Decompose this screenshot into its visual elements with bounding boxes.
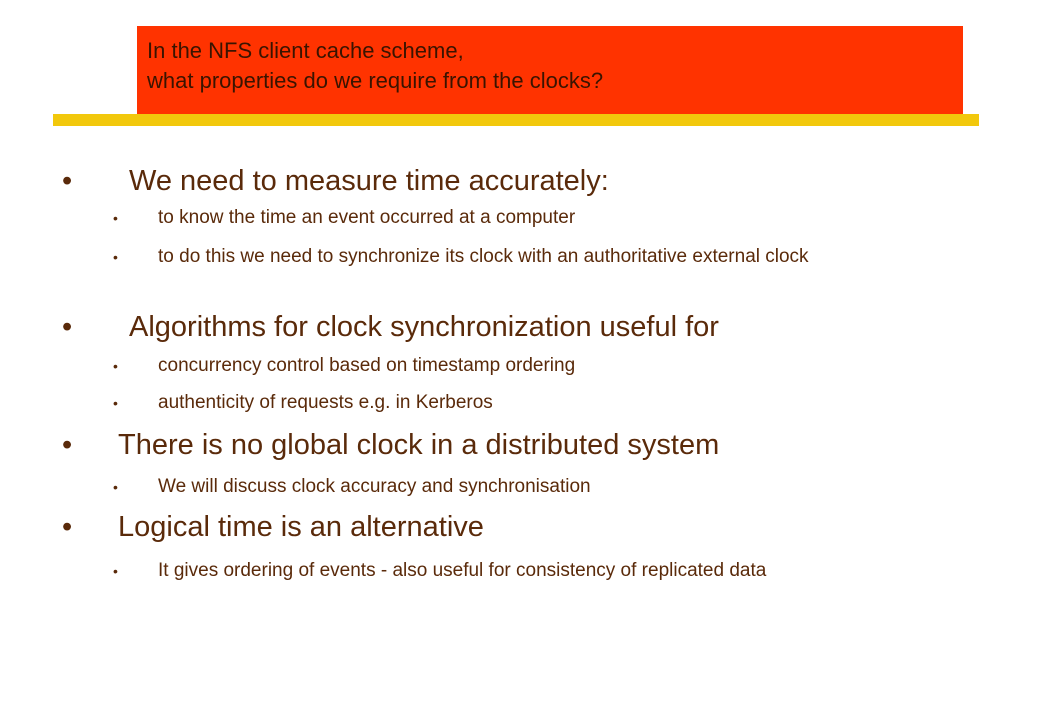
sub-bullet-text: We will discuss clock accuracy and synchronisation <box>158 476 591 497</box>
sub-bullet-dot: • <box>113 479 118 495</box>
sub-bullet-text: to know the time an event occurred at a computer <box>158 207 576 228</box>
bullet-text: Algorithms for clock synchronization useful for <box>129 311 719 343</box>
bullet-dot: • <box>62 165 73 197</box>
bullet-text: Logical time is an alternative <box>118 511 484 543</box>
bullet-text: There is no global clock in a distributed system <box>118 429 720 461</box>
sub-bullet-dot: • <box>113 563 118 579</box>
bullet-dot: • <box>62 511 73 543</box>
sub-bullet-text: concurrency control based on timestamp ordering <box>158 355 576 376</box>
bullet-dot: • <box>62 311 73 343</box>
sub-bullet-dot: • <box>113 358 118 374</box>
sub-bullet-text: authenticity of requests e.g. in Kerberos <box>158 392 493 413</box>
bullet-dot: • <box>62 429 73 461</box>
sub-bullet-text: It gives ordering of events - also useful for consistency of replicated data <box>158 560 767 581</box>
slide-title-line-2: what properties do we require from the clocks? <box>147 68 604 93</box>
bullet-text: We need to measure time accurately: <box>129 165 609 197</box>
sub-bullet-dot: • <box>113 395 118 411</box>
slide-title-line-1: In the NFS client cache scheme, <box>147 38 464 63</box>
sub-bullet-dot: • <box>113 210 118 226</box>
sub-bullet-dot: • <box>113 249 118 265</box>
sub-bullet-text: to do this we need to synchronize its clock with an authoritative external clock <box>158 246 809 267</box>
